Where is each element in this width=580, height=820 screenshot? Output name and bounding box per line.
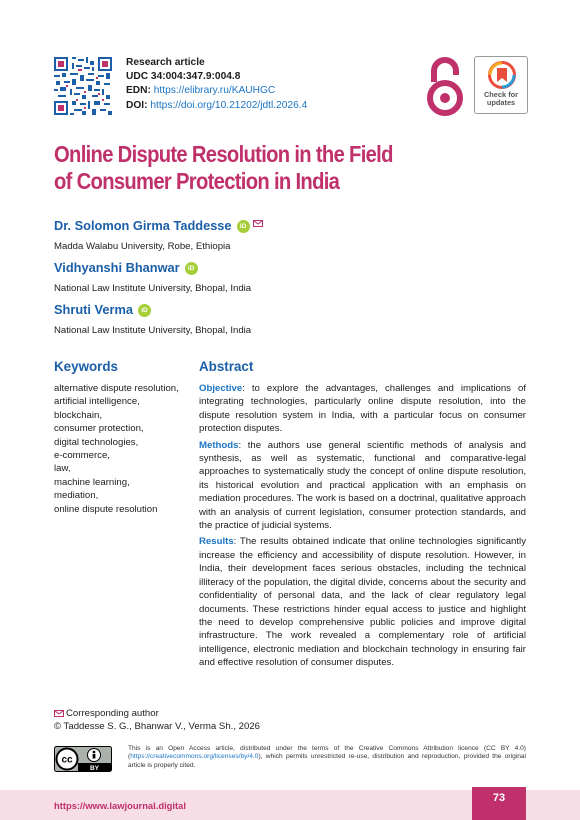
doi-label: DOI: <box>126 99 148 111</box>
author-list <box>54 218 534 344</box>
keyword-item: artificial intelligence, <box>54 396 140 408</box>
page-number: 73 <box>472 787 526 820</box>
keyword-item: mediation, <box>54 490 99 502</box>
abstract-methods <box>199 439 526 533</box>
check-updates-line2: updates <box>486 98 516 108</box>
author-name: Vidhyanshi Bhanwar <box>54 260 180 275</box>
abstract-section-text: : The results obtained indicate that online technologies significantly increase the efficiency and accessibility of dispute resolution. However, in India, their development faces serious obstacles, including the technical illiteracy of the population, the digital divide, concerns about the security and confidentiality of personal data, and the lack of clear regulatory legal documents. These restrictions hinder equal access to justice and highlight the need to develop comprehensive public policies and improve digital infrastructure. The work revealed a complementary role of artificial intelligence, electronic mediation and blockchain technology in ensuring fair and effective resolution of consumer disputes. <box>199 536 526 669</box>
author-name: Dr. Solomon Girma Taddesse <box>54 218 232 233</box>
corresponding-author-note: Corresponding author <box>66 708 159 719</box>
license-link[interactable]: https://creativecommons.org/licenses/by/4.0 <box>130 753 259 761</box>
keyword-item: online dispute resolution <box>54 503 158 515</box>
check-for-updates-badge[interactable] <box>474 56 528 114</box>
author-affiliation: Madda Walabu University, Robe, Ethiopia <box>54 241 231 252</box>
corresponding-info <box>54 708 260 733</box>
license-text <box>128 745 526 770</box>
abstract-section-label: Results <box>199 536 234 548</box>
copyright-line: © Taddesse S. G., Bhanwar V., Verma Sh., 2026 <box>54 720 260 732</box>
title-line-2: of Consumer Protection in India <box>54 168 340 194</box>
check-updates-line1: Check for <box>483 90 519 99</box>
abstract-heading: Abstract <box>199 359 254 374</box>
keywords-list <box>54 382 194 516</box>
keyword-item: machine learning, <box>54 476 130 488</box>
orcid-icon[interactable]: iD <box>185 262 198 275</box>
license-text-before: This is an Open Access article, distributed under the terms of the Creative Commons Attribution licence (CC BY 4.0) ( <box>128 745 526 761</box>
keywords-heading: Keywords <box>54 359 118 374</box>
doi-link[interactable]: https://doi.org/10.21202/jdtl.2026.4 <box>150 99 308 111</box>
orcid-icon[interactable]: iD <box>237 220 250 233</box>
author-affiliation: National Law Institute University, Bhopal, India <box>54 325 252 336</box>
open-access-icon <box>424 56 466 118</box>
journal-url-link[interactable]: https://www.lawjournal.digital <box>54 800 186 811</box>
title-line-1: Online Dispute Resolution in the Field <box>54 141 393 167</box>
article-header <box>54 56 534 120</box>
article-type: Research article <box>126 57 205 68</box>
keyword-item: consumer protection, <box>54 423 144 435</box>
author-affiliation: National Law Institute University, Bhopal, India <box>54 283 252 294</box>
mail-icon <box>54 710 64 717</box>
author-block <box>54 260 534 302</box>
keyword-item: blockchain, <box>54 409 102 421</box>
cc-by-license-icon[interactable] <box>54 746 112 772</box>
edn-label: EDN: <box>126 85 151 97</box>
author-block <box>54 218 534 260</box>
check-updates-icon <box>488 61 516 89</box>
abstract-section-label: Objective <box>199 383 243 394</box>
abstract-results <box>199 535 526 669</box>
abstract-section-label: Methods <box>199 439 239 451</box>
keyword-item: law, <box>54 463 71 475</box>
abstract-body <box>199 382 526 673</box>
keyword-item: digital technologies, <box>54 436 139 448</box>
orcid-icon[interactable]: iD <box>138 304 151 317</box>
by-text: BY <box>89 765 100 772</box>
edn-link[interactable]: https://elibrary.ru/KAUHGC <box>153 85 276 97</box>
mail-icon[interactable] <box>253 220 263 227</box>
article-title <box>54 141 467 195</box>
keyword-item: alternative dispute resolution, <box>54 383 179 394</box>
udc-code: UDC 34:004:347.9:004.8 <box>126 71 241 83</box>
article-metadata <box>126 56 307 113</box>
license-text-after: ), which permits unrestricted re-use, distribution and reproduction, provided the original article is properly cited. <box>128 753 526 769</box>
abstract-section-text: : the authors use general scientific methods of analysis and synthesis, as well as systematic, functional and comparative-legal approaches to systematically study the concept of online dispute resolution, its historical evolution and practical application with an emphasis on mediation procedures. The work is based on a doctrinal, qualitative approach with an analysis of current legislation, consumer protection standards, and the practice of judicial systems. <box>199 439 526 532</box>
author-name: Shruti Verma <box>54 302 133 317</box>
author-block <box>54 302 534 344</box>
qr-code-icon <box>54 57 112 115</box>
abstract-section-text: : to explore the advantages, challenges and implications of integrating technologies, particularly online dispute resolution, into the dispute resolution system in India, with a particular focus on consumer protection disputes. <box>199 383 526 435</box>
cc-text: cc <box>61 754 73 766</box>
keyword-item: e-commerce, <box>54 450 110 462</box>
abstract-objective <box>199 382 526 436</box>
